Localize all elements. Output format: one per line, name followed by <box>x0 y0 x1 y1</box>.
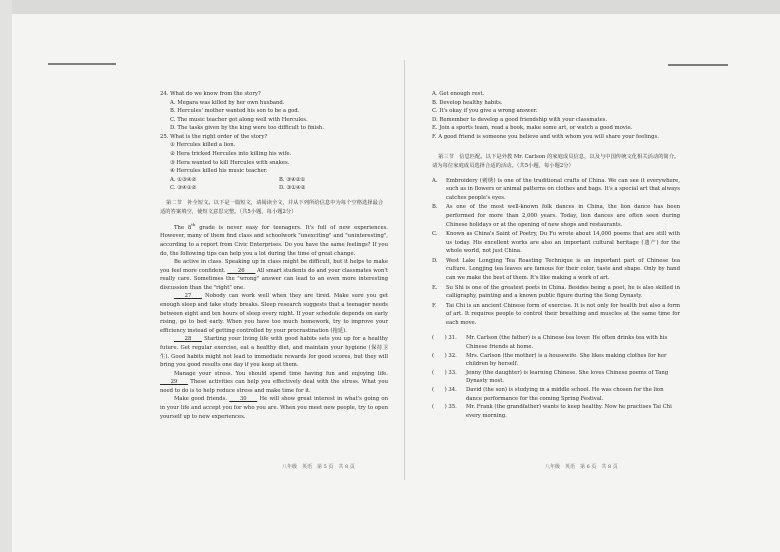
section-3-instruction: 第三节 信息匹配。以下是外教 Mr. Carlson 的家庭成员信息，以及与中国传统文化相关活动的简介。请为每位家庭成员选择合适的活动。（共5小题，每小题2分） <box>432 154 680 170</box>
match-question-33[interactable]: ( ) 33. Jenny (the daughter) is learning Chinese. She loves Chinese poems of Tang Dynasty most. <box>432 369 669 385</box>
binding-mark-left <box>48 63 116 65</box>
passage-paragraph-4 <box>160 335 388 369</box>
blank-28[interactable]: ____28____ <box>174 336 202 343</box>
activity-item: B. As one of the most well-known folk dances in China, the lion dance has been performed for more than 2,000 years. Today, lion dances are often seen during Chinese holidays or at the opening of new shops and restaurants. <box>432 204 680 228</box>
p5-text-a: Manage your stress. You should spend time having fun and enjoying life. <box>174 370 388 377</box>
blank-29[interactable]: ____29____ <box>160 379 188 386</box>
option-f: F. A good friend is someone you believe and with whom you will share your feelings. <box>432 133 659 140</box>
p1-text-b: grade is never easy for teenagers. It's full of new experiences. However, many of them find class and schoolwork "unexciting" and "uninteresting", according to a report from Civic Enterprises. Do you have the same feelings? If you do, the following tips can help you a lot during the time of great change. <box>160 224 388 257</box>
p4-text: Starting your living life with good habits sets you up for a healthy future. Get regular exercise, eat a healthy diet, and maintain your hygiene (保持卫生). Good habits might not lead to immediate rewards for good scores, but they will bring you good results one day if you keep at them. <box>160 336 388 369</box>
p2-text-a: Be active in class. Speaking up in class might be difficult, but it helps to make you feel more confident. <box>160 259 388 274</box>
p6-text-a: Make good friends. <box>174 396 230 403</box>
activity-item: E. Su Shi is one of the greatest poets in China. Besides being a poet, he is also skilled in calligraphy, painting and a known public figure during the Song Dynasty. <box>432 284 680 300</box>
option-b: B. Develop healthy habits. <box>432 99 503 106</box>
match-question-31[interactable]: ( ) 31. Mr. Carlson (the father) is a Chinese tea lover. He often drinks tea with his Chinese friends at home. <box>432 335 668 351</box>
blank-26[interactable]: ____26____ <box>227 267 256 274</box>
blank-30[interactable]: ____30____ <box>229 396 258 403</box>
activity-item: F. Tai Chi is an ancient Chinese form of exercise. It is not only for health but also a form of art. It requires people to control their breathing and muscles at the same time for each move. <box>432 302 680 326</box>
p6-text-b: He will show great interest in what's going on in your life and accept you for who you are. When you meet new people, try to open yourself up to new experiences. <box>160 396 388 420</box>
passage-paragraph-5 <box>160 370 388 396</box>
q25-event-2: ② Hera tricked Hercules into killing his wife. <box>170 151 292 158</box>
match-question-34[interactable]: ( ) 34. David (the son) is studying in a middle school. He was chosen for the lion dance performance for the coming Spring Festival. <box>432 386 664 402</box>
p2-text-b: All smart students do and your classmates won't really care. Sometimes the "wrong" answer can lead to an even more interesting discussion than the "right" one. <box>160 267 388 291</box>
section-2-instruction: 第二节 补全短文。以下是一篇短文，请阅读全文，并从下列所给信息中为每个空格选择最合适的答案填空，使短文意思完整。（共5小题，每小题2分） <box>160 199 384 215</box>
q24-option-d: D. The tasks given by the king were too difficult to finish. <box>170 125 325 132</box>
q25-choices-row2 <box>160 184 388 193</box>
scan-top-edge <box>0 0 780 14</box>
right-page <box>432 90 680 420</box>
p1-text-a: The 8 <box>174 224 192 231</box>
option-e: E. Join a sports team, read a book, make some art, or watch a good movie. <box>432 125 633 132</box>
p3-text: Nobody can work well when they are tired. Make sure you get enough sleep and take study breaks. Sleep research suggests that a teenager needs between eight and ten hours of sleep every night. If your schedule depends on early rising, go to bed early. When you have too much homework, try to improve your efficiency instead of getting controlled by your procrastination (拖延). <box>160 293 388 334</box>
p1-superscript: th <box>191 222 196 228</box>
left-page <box>160 90 388 421</box>
q25-choice-c: C. ③④①② <box>170 185 197 192</box>
match-question-35[interactable]: ( ) 35. Mr. Frank (the grandfather) wants to keep healthy. Now he practises Tai Chi every morning. <box>432 404 672 419</box>
option-c: C. It's okay if you give a wrong answer. <box>432 108 538 115</box>
question-25-stem: 25. What is the right order of the story? <box>160 133 268 140</box>
q24-option-b: B. Hercules' mother wanted his son to be a god. <box>170 108 300 115</box>
q25-event-3: ③ Hera wanted to kill Hercules with snakes. <box>170 159 290 166</box>
q24-option-a: A. Megara was killed by her own husband. <box>170 99 285 106</box>
binding-mark-right <box>668 64 728 66</box>
option-a: A. Get enough rest. <box>432 91 485 97</box>
match-question-32[interactable]: ( ) 32. Mrs. Carlson (the mother) is a housewife. She likes making clothes for her children by herself. <box>432 352 667 368</box>
q24-option-c: C. The music teacher got along well with Hercules. <box>170 116 308 123</box>
blank-27[interactable]: ____27____ <box>174 293 202 300</box>
q25-choice-a: A. ①③④② <box>170 176 197 183</box>
passage-paragraph-2 <box>160 258 388 292</box>
q25-event-1: ① Hercules killed a lion. <box>170 142 236 149</box>
question-24-stem: 24. What do we know from the story? <box>160 91 261 97</box>
q25-event-4: ④ Hercules killed his music teacher. <box>170 168 268 175</box>
activity-item: D. West Lake Longjing Tea Roasting Technique is an important part of Chinese tea culture. Longjing tea leaves are famous for their color, taste and shape. Only by hand can we make the best of them. It's like making a work of art. <box>432 257 680 281</box>
page-fold-line <box>404 60 405 480</box>
activity-item: C. Known as China's Saint of Poetry, Du Fu wrote about 14,000 poems that are still with us today. His excellent works are also an important cultural heritage (遗产) for the whole world, not just China. <box>432 231 680 255</box>
q25-choice-d: D. ③①④② <box>279 185 306 192</box>
option-d: D. Remember to develop a good friendship with your classmates. <box>432 116 608 123</box>
p5-text-b: These activities can help you effectively deal with the stress. What you need to do is to help reduce stress and make time for it. <box>160 379 388 394</box>
q25-choice-b: B. ③④②① <box>279 176 306 183</box>
passage-paragraph-1 <box>160 222 388 258</box>
activity-item: A. Embroidery (刺绣) is one of the traditional crafts of China. We can see it everywhere, such as in flowers or animal patterns on clothes and bags. It's a special art that always catches people's eyes. <box>432 177 680 201</box>
right-page-footer: 八年级 英语 第 6 页 共 8 页 <box>545 464 618 470</box>
scan-left-edge <box>0 0 12 552</box>
passage-paragraph-3 <box>160 292 388 335</box>
left-page-footer: 八年级 英语 第 5 页 共 8 页 <box>282 464 355 470</box>
passage-paragraph-6 <box>160 395 388 421</box>
q25-choices-row1 <box>160 176 388 185</box>
